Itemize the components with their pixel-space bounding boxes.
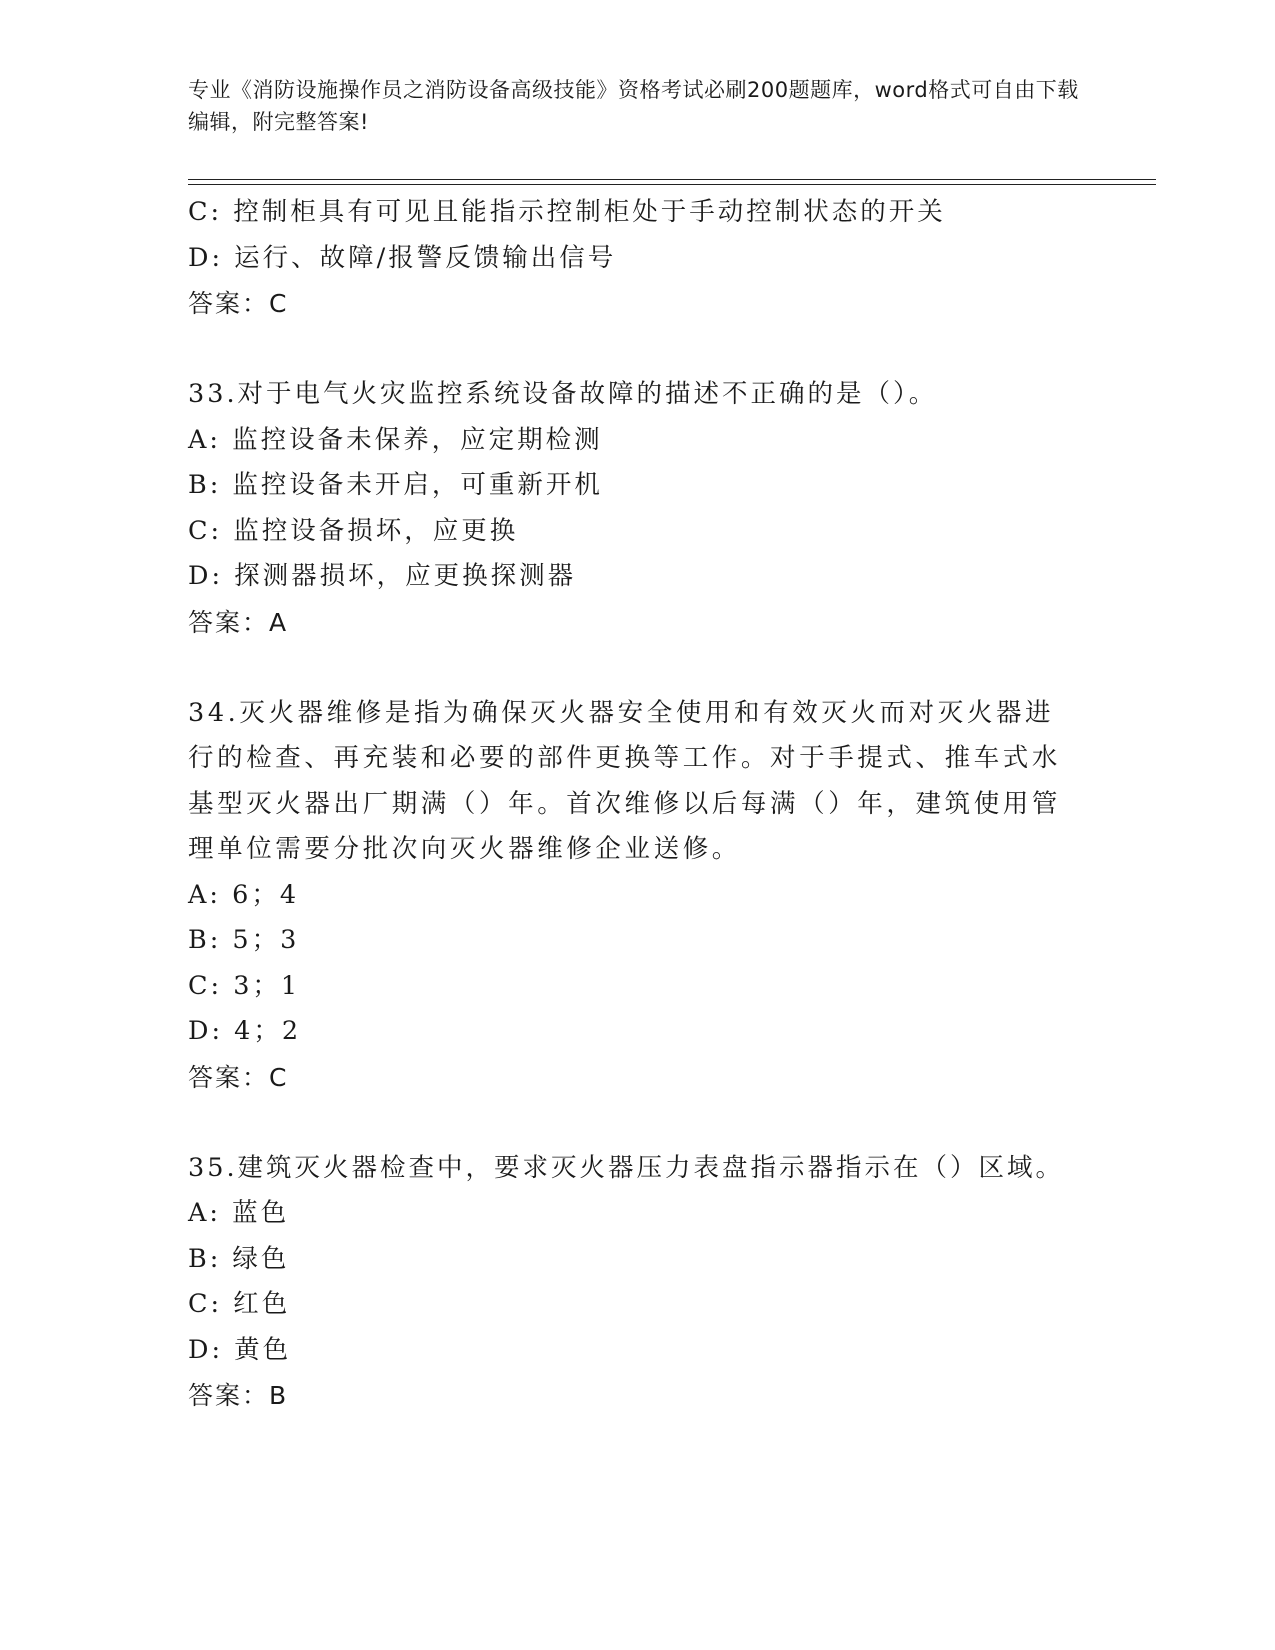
question-list: [188, 190, 1088, 1419]
answer: 答案：C: [188, 1062, 289, 1092]
header-rule-bottom: [188, 184, 1156, 185]
option-b: B: 绿色: [188, 1243, 290, 1274]
option-d: D: 4；2: [188, 1016, 302, 1046]
option-c: C: 3；1: [188, 970, 301, 1001]
question-block-34: [188, 691, 1088, 1101]
option-c: C: 监控设备损坏，应更换: [188, 515, 519, 546]
question-text: 34.灭火器维修是指为确保灭火器安全使用和有效灭火而对灭火器进行的检查、再充装和必要的部件更换等工作。对于手提式、推车式水基型灭火器出厂期满（）年。首次维修以后每满（）年，建筑使用管理单位需要分批次向灭火器维修企业送修。: [188, 697, 1062, 864]
option-a: A: 6；4: [188, 879, 300, 910]
header-rule-top: [188, 179, 1156, 180]
spacer: [188, 327, 1088, 373]
answer: 答案：C: [188, 289, 289, 318]
option-d: D: 黄色: [188, 1334, 292, 1365]
option-c: C: 控制柜具有可见且能指示控制柜处于手动控制状态的开关: [188, 197, 946, 227]
answer: 答案：B: [188, 1381, 289, 1410]
question-text: 35.建筑灭火器检查中，要求灭火器压力表盘指示器指示在（）区域。: [188, 1152, 1065, 1183]
answer: 答案：A: [188, 607, 289, 637]
document-header: 专业《消防设施操作员之消防设备高级技能》资格考试必刷200题题库，word格式可自由下载编辑，附完整答案!: [188, 78, 1079, 134]
option-c: C: 红色: [188, 1289, 291, 1319]
spacer: [188, 1100, 1088, 1146]
question-text: 33.对于电气火灾监控系统设备故障的描述不正确的是（）。: [188, 379, 938, 409]
spacer: [188, 645, 1088, 691]
question-block-35: [188, 1146, 1088, 1419]
question-block-32: [188, 190, 1088, 327]
option-b: B: 5；3: [188, 925, 300, 955]
option-a: A: 监控设备未保养，应定期检测: [188, 424, 603, 455]
option-a: A: 蓝色: [188, 1198, 290, 1228]
option-b: B: 监控设备未开启，可重新开机: [188, 470, 603, 500]
question-block-33: [188, 372, 1088, 645]
option-d: D: 运行、故障/报警反馈输出信号: [188, 242, 617, 273]
option-d: D: 探测器损坏，应更换探测器: [188, 561, 577, 591]
